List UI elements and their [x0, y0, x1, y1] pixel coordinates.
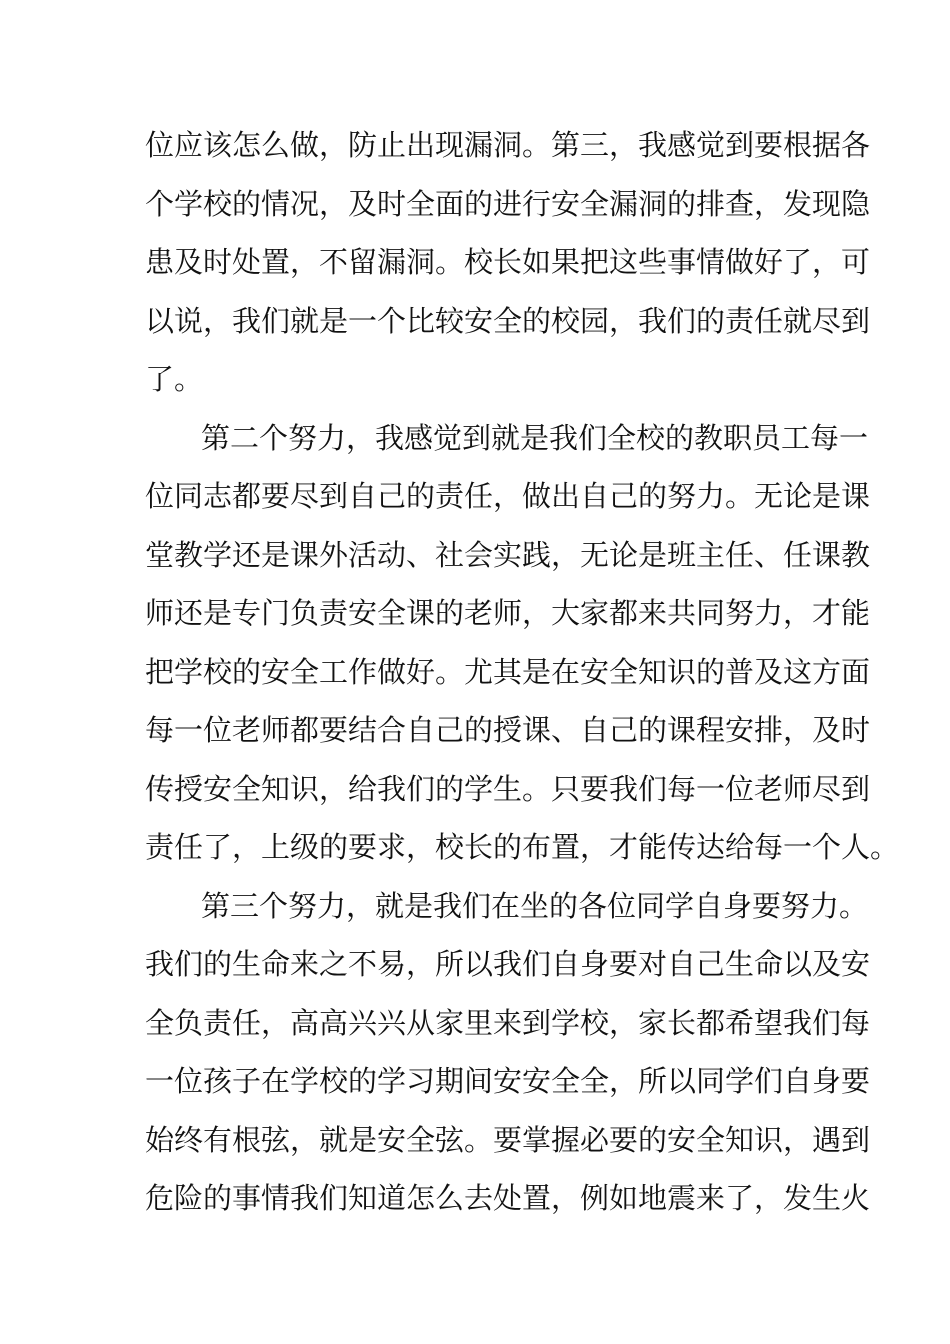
text-line: 一位孩子在学校的学习期间安安全全，所以同学们自身要 — [145, 1064, 871, 1098]
paragraph-start-line: 第二个努力，我感觉到就是我们全校的教职员工每一 — [201, 420, 869, 455]
text-line: 位同志都要尽到自己的责任，做出自己的努力。无论是课 — [145, 479, 871, 513]
text-line: 责任了，上级的要求，校长的布置，才能传达给每一个人。 — [145, 830, 900, 864]
text-line: 位应该怎么做，防止出现漏洞。第三，我感觉到要根据各 — [145, 128, 871, 162]
paragraph-start-line: 第三个努力，就是我们在坐的各位同学自身要努力。 — [201, 888, 869, 923]
text-line: 以说，我们就是一个比较安全的校园，我们的责任就尽到 — [145, 303, 871, 338]
text-line: 堂教学还是课外活动、社会实践，无论是班主任、任课教 — [145, 537, 871, 572]
text-line: 危险的事情我们知道怎么去处置，例如地震来了，发生火 — [145, 1181, 871, 1215]
text-line: 每一位老师都要结合自己的授课、自己的课程安排，及时 — [145, 713, 871, 747]
text-line: 始终有根弦，就是安全弦。要掌握必要的安全知识，遇到 — [145, 1122, 871, 1157]
text-line: 全负责任，高高兴兴从家里来到学校，家长都希望我们每 — [145, 1005, 871, 1040]
document-body — [145, 116, 900, 1228]
text-line: 了。 — [145, 362, 204, 396]
text-line: 个学校的情况，及时全面的进行安全漏洞的排查，发现隐 — [145, 186, 871, 221]
text-line: 师还是专门负责安全课的老师，大家都来共同努力，才能 — [145, 596, 871, 630]
text-line: 患及时处置，不留漏洞。校长如果把这些事情做好了，可 — [145, 245, 871, 279]
text-line: 我们的生命来之不易，所以我们自身要对自己生命以及安 — [145, 947, 871, 981]
text-line: 传授安全知识，给我们的学生。只要我们每一位老师尽到 — [145, 771, 871, 806]
text-line: 把学校的安全工作做好。尤其是在安全知识的普及这方面 — [145, 654, 871, 689]
